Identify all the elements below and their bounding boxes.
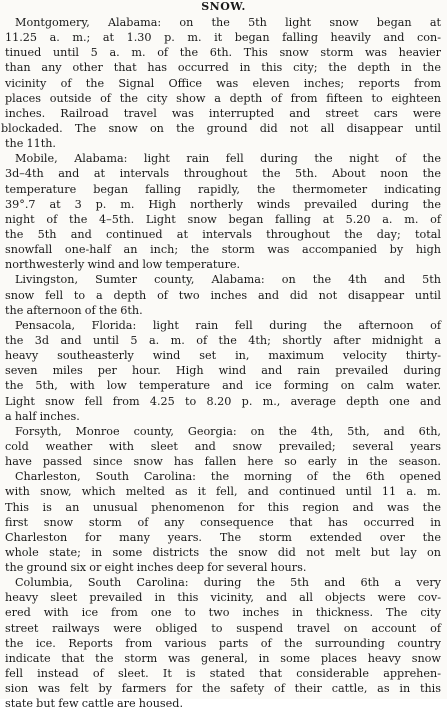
text-line: the 5th, with low temperature and ice forming on calm water. xyxy=(5,379,441,393)
text-line: street railways were obliged to suspend travel on account of xyxy=(5,621,441,635)
text-line: seven miles per hour. High wind and rain prevailed during xyxy=(5,364,441,378)
text-line: 39°.7 at 3 p. m. High northerly winds prevailed during the xyxy=(5,197,441,211)
text-line: the afternoon of the 6th. xyxy=(5,303,143,317)
text-line: snowfall one-half an inch; the storm was accompanied by high xyxy=(5,243,441,257)
text-line: Charleston, South Carolina: the morning of the 6th opened xyxy=(15,470,441,484)
text-line: places outside of the city show a depth of from fifteen to eighteen xyxy=(5,91,441,105)
text-line: a half inches. xyxy=(5,409,80,423)
text-line: first snow storm of any consequence that has occurred in xyxy=(5,515,441,529)
text-line: blockaded. The snow on the ground did not all disappear until xyxy=(1,121,441,135)
text-line: This is an unusual phenomenon for this region and was the xyxy=(5,500,441,514)
text-line: with snow, which melted as it fell, and continued until 11 a. m. xyxy=(5,485,441,499)
text-line: northwesterly wind and low temperature. xyxy=(5,258,241,272)
text-line: ered with ice from one to two inches in thickness. The city xyxy=(5,606,441,620)
text-line: snow fell to a depth of two inches and did not disappear until xyxy=(5,288,441,302)
text-line: heavy southeasterly wind set in, maximum velocity thirty- xyxy=(5,349,441,363)
text-line: temperature began falling rapidly, the thermometer indicating xyxy=(5,182,441,196)
text-line: the ground six or eight inches deep for several hours. xyxy=(5,561,307,575)
text-line: Charleston for many years. The storm extended over the xyxy=(5,530,441,544)
text-line: cold weather with sleet and snow prevailed; several years xyxy=(5,439,441,453)
text-line: whole state; in some districts the snow did not melt but lay on xyxy=(5,545,441,559)
text-line: Columbia, South Carolina: during the 5th and 6th a very xyxy=(15,576,441,590)
text-line: 3d–4th and at intervals throughout the 5th. About noon the xyxy=(5,167,441,181)
text-line: Livingston, Sumter county, Alabama: on the 4th and 5th xyxy=(15,273,441,287)
text-line: Forsyth, Monroe county, Georgia: on the 4th, 5th, and 6th, xyxy=(15,424,441,438)
text-line: heavy sleet prevailed in this vicinity, and all objects were cov- xyxy=(5,591,441,605)
text-line: have passed since snow has fallen here so early in the season. xyxy=(5,455,441,469)
text-line: indicate that the storm was general, in some places heavy snow xyxy=(5,651,441,665)
text-line: vicinity of the Signal Office was eleven inches; reports from xyxy=(5,76,441,90)
text-line: Montgomery, Alabama: on the 5th light snow began at xyxy=(15,16,441,29)
text-line: the 3d and until 5 a. m. of the 4th; shortly after midnight a xyxy=(5,333,441,347)
text-line: the ice. Reports from various parts of the surrounding country xyxy=(5,636,441,650)
text-line: state but few cattle are housed. xyxy=(5,697,183,711)
text-line: Mobile, Alabama: light rain fell during the night of the xyxy=(15,152,441,166)
text-line: inches. Railroad travel was interrupted and street cars were xyxy=(5,106,441,120)
text-line: 11.25 a. m.; at 1.30 p. m. it began falling heavily and con- xyxy=(5,31,441,45)
text-line: than any other that has occurred in this city; the depth in the xyxy=(5,61,441,75)
text-line: night of the 4–5th. Light snow began falling at 5.20 a. m. of xyxy=(5,212,441,226)
text-line: tinued until 5 a. m. of the 6th. This snow storm was heavier xyxy=(5,46,441,60)
text-line: Light snow fell from 4.25 to 8.20 p. m., average depth one and xyxy=(5,394,441,408)
text-line: the 5th and continued at intervals throughout the day; total xyxy=(5,227,441,241)
section-heading: SNOW. xyxy=(201,0,246,13)
text-line: sion was felt by farmers for the safety of their cattle, as in this xyxy=(5,682,441,696)
text-column xyxy=(1,15,441,711)
text-line: the 11th. xyxy=(5,137,56,151)
text-line: fell instead of sleet. It is stated that considerable apprehen- xyxy=(5,667,441,681)
text-line: Pensacola, Florida: light rain fell during the afternoon of xyxy=(15,318,441,332)
